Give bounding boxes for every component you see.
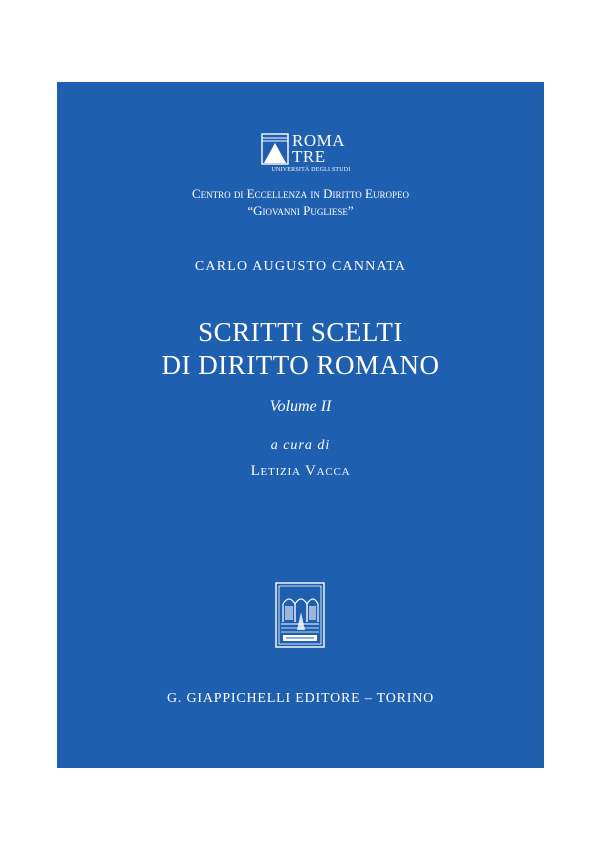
logo-subtitle: UNIVERSITÀ DEGLI STUDI [271,167,351,173]
roma-tre-triangle-icon [261,132,289,166]
roma-tre-logo [261,132,361,176]
centro-line-1: Centro di Eccellenza in Diritto Europeo [191,186,409,201]
title-line-2: DI DIRITTO ROMANO [161,350,440,380]
author-name: CARLO AUGUSTO CANNATA [194,259,407,274]
logo-roma-text: ROMA [292,131,346,150]
curator-intro: a cura di [270,438,331,453]
publisher-emblem-icon [275,582,325,648]
logo-tre-text: TRE [292,147,326,166]
title-line-1: SCRITTI SCELTI [198,317,403,347]
curator-name: Letizia Vacca [250,463,351,479]
volume-label: Volume II [269,398,332,415]
centro-line-2: “Giovanni Pugliese” [247,203,354,218]
book-cover [57,82,544,768]
publisher-name: G. GIAPPICHELLI EDITORE – TORINO [166,691,435,706]
